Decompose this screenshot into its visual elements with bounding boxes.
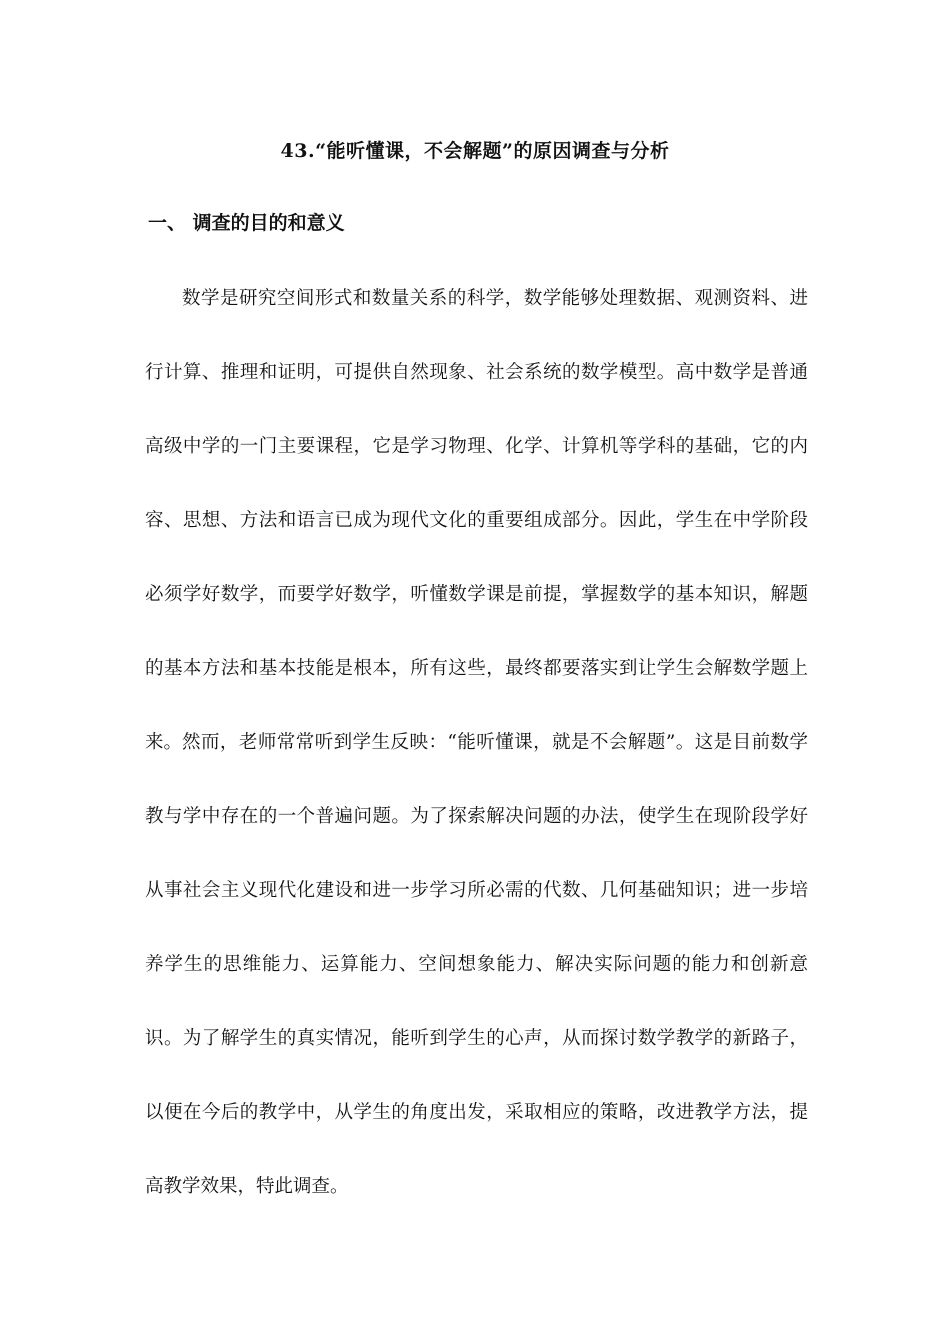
paragraph-2: 然而，老师常常听到学生反映：“能听懂课，就是不会解题”。这是目前数学教与学中存在的一个普遍问题。为了探索解决问题的办法，使学生在现阶段学好从事社会主义现代化建设和进一步学习所必需的代数、几何基础知识；进一步培养学生的思维能力、运算能力、空间想象能力、解决实际问题的能力和创新意识。为了解学生的真实情况，能听到学生的心声，从而探讨数学教学的新路子，以便在今后的教学中，从学生的角度出发，采取相应的策略，改进教学方法，提高教学效果，特此调查。: [145, 732, 808, 1197]
section-heading: 一、 调查的目的和意义: [148, 212, 345, 234]
document-title: 43.“能听懂课，不会解题”的原因调查与分析: [280, 140, 670, 162]
paragraph-1: 数学是研究空间形式和数量关系的科学，数学能够处理数据、观测资料、进行计算、推理和证明，可提供自然现象、社会系统的数学模型。高中数学是普通高级中学的一门主要课程，它是学习物理、化学、计算机等学科的基础，它的内容、思想、方法和语言已成为现代文化的重要组成部分。因此，学生在中学阶段必须学好数学，而要学好数学，听懂数学课是前提，掌握数学的基本知识，解题的基本方法和基本技能是根本，所有这些，最终都要落实到让学生会解数学题上来。: [145, 288, 808, 753]
